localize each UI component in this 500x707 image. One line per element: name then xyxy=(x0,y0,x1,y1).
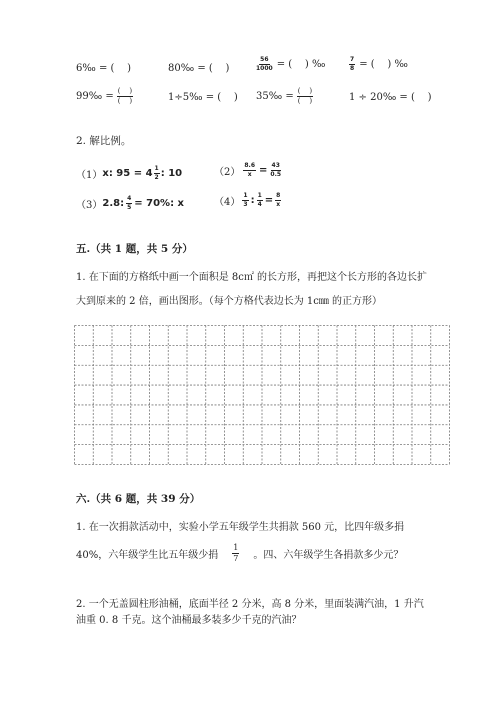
numerator: 4 xyxy=(127,195,132,202)
item-label: （2） xyxy=(214,167,241,178)
conv-r2-c xyxy=(256,88,313,105)
fraction xyxy=(256,57,273,72)
question-text: 1. 在下面的方格纸中画一个面积是 8c㎡ 的长方形，再把这个长方形的各边长扩 xyxy=(76,272,428,283)
denominator: 1000 xyxy=(256,65,273,72)
fraction xyxy=(154,166,160,181)
conv-r1-a: 6‰ = ( ) xyxy=(76,63,132,74)
denominator: 5 xyxy=(127,204,132,211)
proportion-4 xyxy=(214,193,281,208)
denominator: 4 xyxy=(257,201,262,208)
fraction xyxy=(349,57,355,72)
fraction xyxy=(257,193,263,208)
denominator: 8 xyxy=(350,65,355,72)
denominator: 3 xyxy=(243,201,248,208)
fraction xyxy=(126,196,132,211)
conv-text: = ( ) ‰ xyxy=(359,59,408,70)
fraction xyxy=(232,544,239,563)
denominator: 0.5 xyxy=(270,171,282,178)
fraction xyxy=(117,88,133,105)
question-text: 。四、六年级学生各捐款多少元？ xyxy=(253,550,404,561)
question-text: 油重 0. 8 千克。这个油桶最多装多少千克的汽油？ xyxy=(76,615,302,626)
colon: : xyxy=(250,195,255,206)
fraction xyxy=(270,163,281,178)
conv-text: 35‰ = xyxy=(256,91,294,102)
conv-r1-d xyxy=(349,57,408,72)
denominator: 7 xyxy=(233,554,239,563)
conv-text: 99‰ = xyxy=(76,91,114,102)
numerator: 1 xyxy=(233,543,239,552)
conv-r2-d: 1 ÷ 20‰ = ( ) xyxy=(349,92,432,103)
numerator: ( ) xyxy=(117,87,133,95)
fraction xyxy=(275,193,281,208)
square-grid xyxy=(74,325,450,465)
proportion-1 xyxy=(76,166,182,181)
equals-sign: = xyxy=(259,165,268,176)
numerator: 7 xyxy=(350,56,355,63)
equals-sign: = xyxy=(264,195,274,206)
question-text: 2. 一个无盖圆柱形油桶，底面半径 2 分米，高 8 分米，里面装满汽油，1 升汽 xyxy=(76,599,424,610)
conv-text: = ( ) ‰ xyxy=(276,59,326,70)
equation-text: = 70%: x xyxy=(134,198,185,209)
section-title: 六.（共 6 题，共 39 分） xyxy=(76,493,201,505)
fraction xyxy=(243,163,256,178)
numerator: 56 xyxy=(260,56,269,63)
numerator: 8.6 xyxy=(244,162,256,169)
conv-r2-a xyxy=(76,88,133,105)
denominator: x xyxy=(276,201,281,208)
denominator: 2 xyxy=(154,174,159,181)
question-text: 40%，六年级学生比五年级少捐 xyxy=(76,550,219,561)
proportion-2 xyxy=(214,163,281,178)
fraction xyxy=(297,88,313,105)
item-label: （3） xyxy=(76,200,103,211)
section-title: 五.（共 1 题，共 5 分） xyxy=(76,243,193,255)
proportion-3 xyxy=(76,196,184,211)
equation-text: 2.8: xyxy=(102,198,125,209)
conv-r2-b: 1÷5‰ = ( ) xyxy=(168,92,238,103)
fraction xyxy=(242,193,248,208)
numerator: 1 xyxy=(154,165,159,172)
denominator: ( ) xyxy=(117,97,133,105)
conv-r1-b: 80‰ = ( ) xyxy=(168,63,230,74)
equation-text: : 10 xyxy=(160,168,183,179)
item-label: （1） xyxy=(76,170,103,181)
question-text: 1. 在一次捐款活动中，实验小学五年级学生共捐款 560 元，比四年级多捐 xyxy=(76,522,405,533)
numerator: 8 xyxy=(276,192,281,199)
item-label: （4） xyxy=(214,197,241,208)
numerator: 1 xyxy=(243,192,248,199)
question-line xyxy=(76,544,403,563)
equation-text: x: 95 = 4 xyxy=(102,168,153,179)
numerator: ( ) xyxy=(297,87,313,95)
denominator: x xyxy=(247,171,252,178)
question-text: 大到原来的 2 倍，画出图形。（每个方格代表边长为 1c㎜ 的正方形） xyxy=(76,296,383,307)
denominator: ( ) xyxy=(297,97,313,105)
conv-r1-c xyxy=(256,57,325,72)
numerator: 43 xyxy=(271,162,280,169)
section-title: 2. 解比例。 xyxy=(76,135,132,147)
numerator: 1 xyxy=(257,192,262,199)
